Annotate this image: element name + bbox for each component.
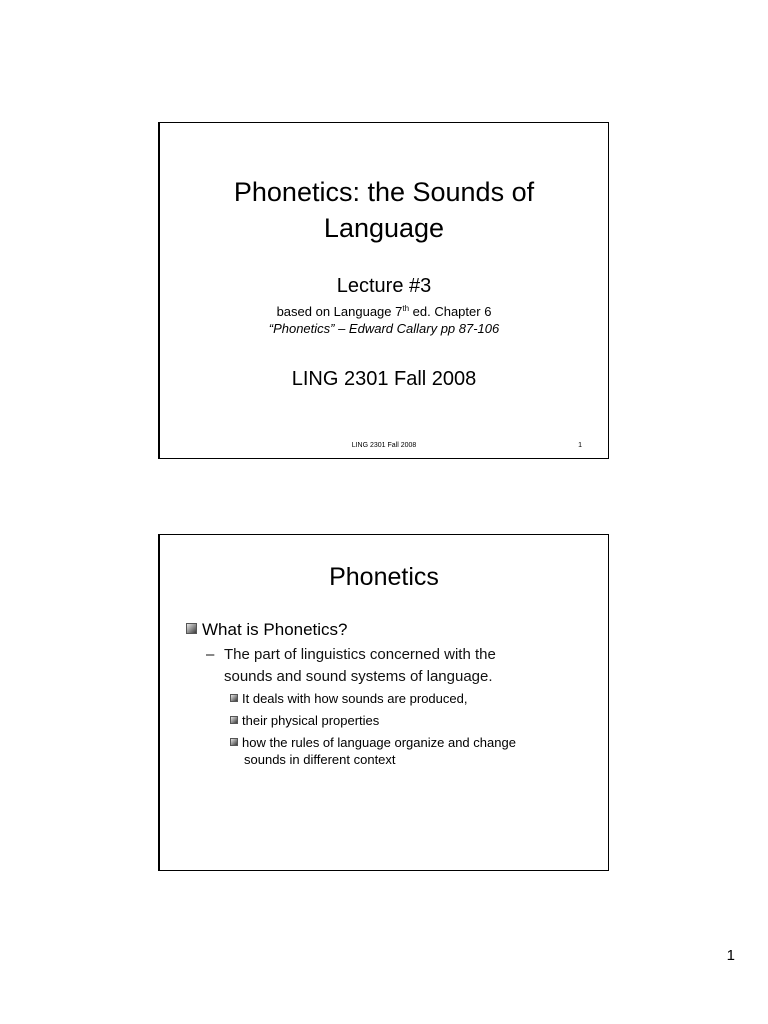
- title-line-2: Language: [323, 213, 445, 243]
- square-bullet-icon: [230, 716, 238, 724]
- slide-number: 1: [578, 442, 582, 449]
- title-line-1: Phonetics: the Sounds of: [233, 177, 535, 207]
- based-on-prefix: based on Language 7: [276, 304, 403, 319]
- based-on-suffix: ed. Chapter 6: [409, 304, 492, 319]
- based-on-sup: th: [402, 304, 410, 313]
- bullet-level-3: [230, 734, 590, 768]
- bullet-level-1: [186, 619, 348, 641]
- page-number: 1: [726, 947, 735, 964]
- citation: “Phonetics” – Edward Callary pp 87-106: [268, 321, 500, 336]
- point-3-text: how the rules of language organize and change: [242, 735, 516, 750]
- slide-footer: LING 2301 Fall 2008: [351, 442, 417, 449]
- dash-bullet-icon: –: [206, 646, 215, 663]
- slide-2: [158, 534, 609, 871]
- point-1-text: It deals with how sounds are produced,: [242, 691, 468, 706]
- course-name: LING 2301 Fall 2008: [291, 368, 477, 390]
- point-3-continuation: sounds in different context: [244, 752, 396, 767]
- square-bullet-icon: [230, 738, 238, 746]
- sub-line-1: The part of linguistics concerned with the: [224, 646, 496, 663]
- slide-1-title: [160, 174, 608, 246]
- bullet-1-text: What is Phonetics?: [202, 620, 348, 639]
- lecture-number: Lecture #3: [336, 275, 432, 297]
- based-on-line: [160, 304, 608, 320]
- bullet-level-3: [230, 712, 590, 729]
- slide-1: [158, 122, 609, 459]
- slide-2-title: Phonetics: [329, 563, 439, 591]
- bullet-level-2: [206, 644, 596, 688]
- square-bullet-icon: [186, 623, 197, 634]
- bullet-level-3: [230, 690, 590, 707]
- sub-line-2: sounds and sound systems of language.: [224, 668, 493, 685]
- square-bullet-icon: [230, 694, 238, 702]
- point-2-text: their physical properties: [242, 713, 380, 728]
